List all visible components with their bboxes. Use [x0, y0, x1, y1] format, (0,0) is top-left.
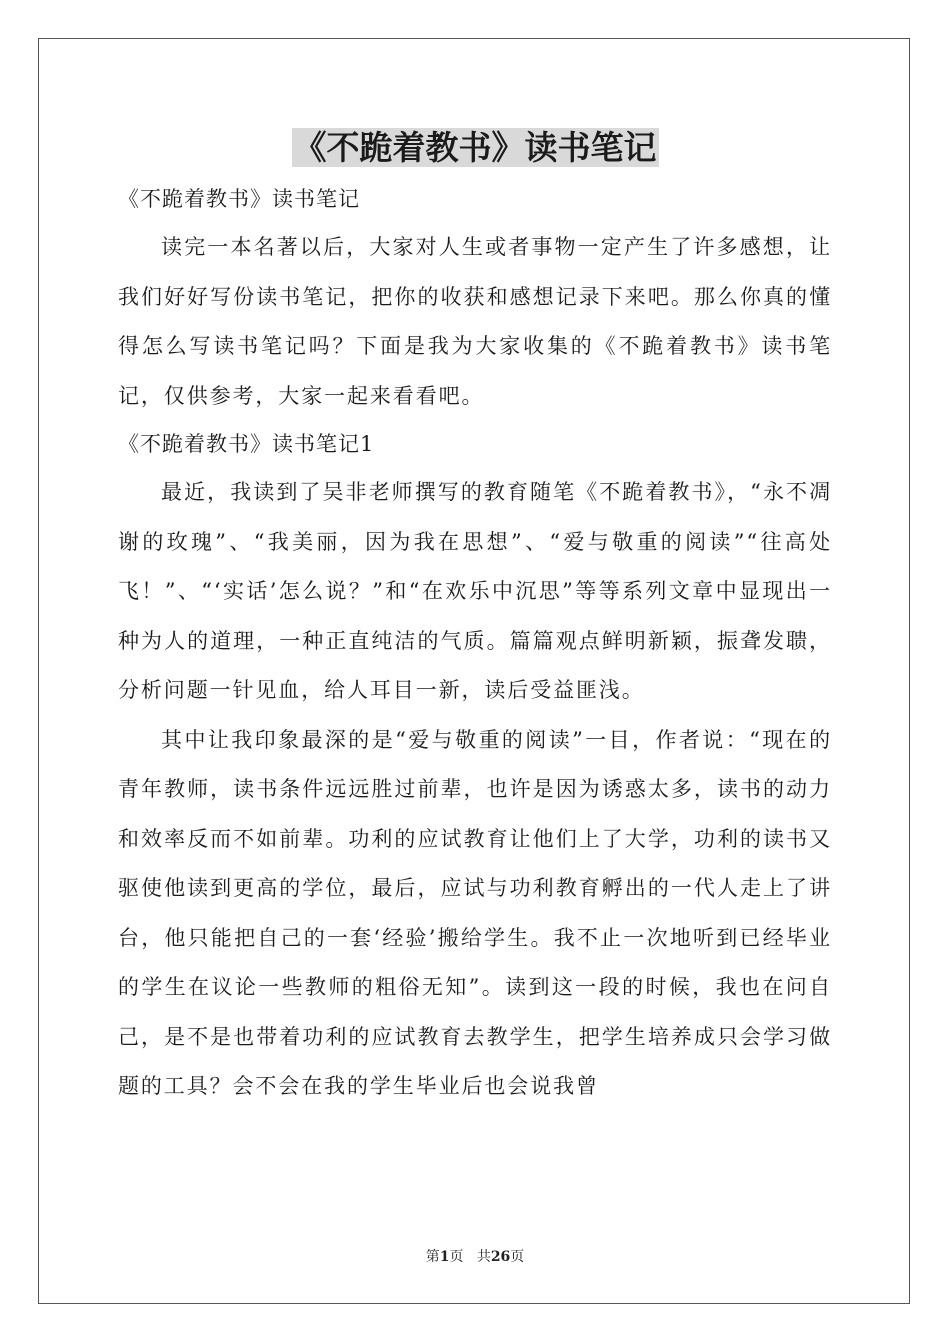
body-paragraph: 其中让我印象最深的是“爱与敬重的阅读”一目，作者说：“现在的青年教师，读书条件远远胜过前辈，也许是因为诱惑太多，读书的动力和效率反而不如前辈。功利的应试教育让他们上了大学，功利的读书又驱使他读到更高的学位，最后，应试与功利教育孵出的一代人走上了讲台，他只能把自己的一套‘经验’搬给学生。我不止一次地听到已经毕业的学生在议论一些教师的粗俗无知”。读到这一段的时候，我也在问自己，是不是也带着功利的应试教育去教学生，把学生培养成只会学习做题的工具？会不会在我的学生毕业后也会说我曾	[118, 727, 832, 1098]
page-footer	[0, 1246, 950, 1266]
document-body	[118, 176, 832, 1112]
body-paragraph: 读完一本名著以后，大家对人生或者事物一定产生了许多感想，让我们好好写份读书笔记，把你的收获和感想记录下来吧。那么你真的懂得怎么写读书笔记吗？下面是我为大家收集的《不跪着教书》读书笔记，仅供参考，大家一起来看看吧。	[118, 235, 832, 408]
section-heading: 《不跪着教书》读书笔记1	[118, 432, 375, 456]
section-heading: 《不跪着教书》读书笔记	[118, 187, 360, 211]
body-paragraph: 最近，我读到了吴非老师撰写的教育随笔《不跪着教书》，“永不凋谢的玫瑰”、“我美丽，因为我在思想”、“爱与敬重的阅读”“往高处飞！”、“‘实话’怎么说？”和“在欢乐中沉思”等等系列文章中显现出一种为人的道理，一种正直纯洁的气质。篇篇观点鲜明新颖，振聋发聩，分析问题一针见血，给人耳目一新，读后受益匪浅。	[118, 480, 832, 702]
footer-total-pages: 26	[490, 1249, 511, 1265]
footer-total-prefix: 共	[476, 1249, 491, 1265]
footer-current-page: 1	[439, 1249, 450, 1265]
footer-page-word: 页	[449, 1249, 464, 1265]
document-title-text: 《不跪着教书》读书笔记	[293, 128, 657, 167]
footer-prefix: 第	[425, 1249, 440, 1265]
document-title	[0, 126, 950, 170]
footer-total-suffix: 页	[510, 1249, 525, 1265]
